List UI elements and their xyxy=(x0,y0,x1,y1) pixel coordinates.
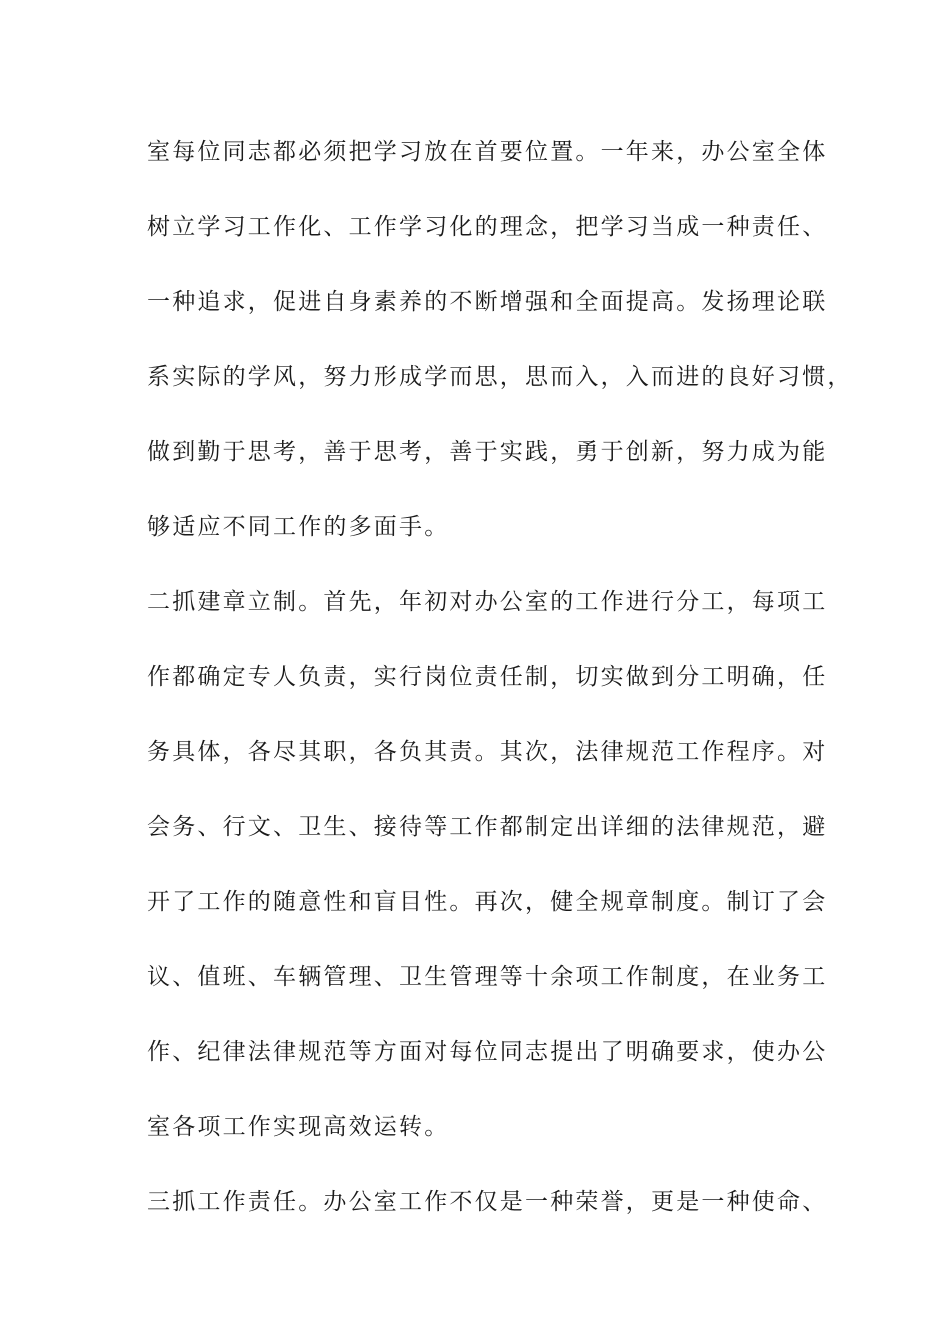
text-line-10: 会务、行文、卫生、接待等工作都制定出详细的法律规范，避 xyxy=(147,814,828,840)
text-line-15: 三抓工作责任。办公室工作不仅是一种荣誉，更是一种使命、 xyxy=(147,1189,828,1215)
text-line-12: 议、值班、车辆管理、卫生管理等十余项工作制度，在业务工 xyxy=(147,964,828,990)
text-line-5: 做到勤于思考，善于思考，善于实践，勇于创新，努力成为能 xyxy=(147,439,828,465)
text-line-7: 二抓建章立制。首先，年初对办公室的工作进行分工，每项工 xyxy=(147,589,828,615)
text-line-6: 够适应不同工作的多面手。 xyxy=(147,514,450,540)
text-line-14: 室各项工作实现高效运转。 xyxy=(147,1114,450,1140)
text-line-13: 作、纪律法律规范等方面对每位同志提出了明确要求，使办公 xyxy=(147,1039,828,1065)
text-line-3: 一种追求，促进自身素养的不断增强和全面提高。发扬理论联 xyxy=(147,289,828,315)
text-line-1: 室每位同志都必须把学习放在首要位置。一年来，办公室全体 xyxy=(147,139,828,165)
text-line-8: 作都确定专人负责，实行岗位责任制，切实做到分工明确，任 xyxy=(147,664,828,690)
document-body xyxy=(147,130,853,1255)
text-line-9: 务具体，各尽其职，各负其责。其次，法律规范工作程序。对 xyxy=(147,739,828,765)
text-line-4: 系实际的学风，努力形成学而思，思而入，入而进的良好习惯， xyxy=(147,364,853,390)
text-line-2: 树立学习工作化、工作学习化的理念，把学习当成一种责任、 xyxy=(147,214,828,240)
text-line-11: 开了工作的随意性和盲目性。再次，健全规章制度。制订了会 xyxy=(147,889,828,915)
